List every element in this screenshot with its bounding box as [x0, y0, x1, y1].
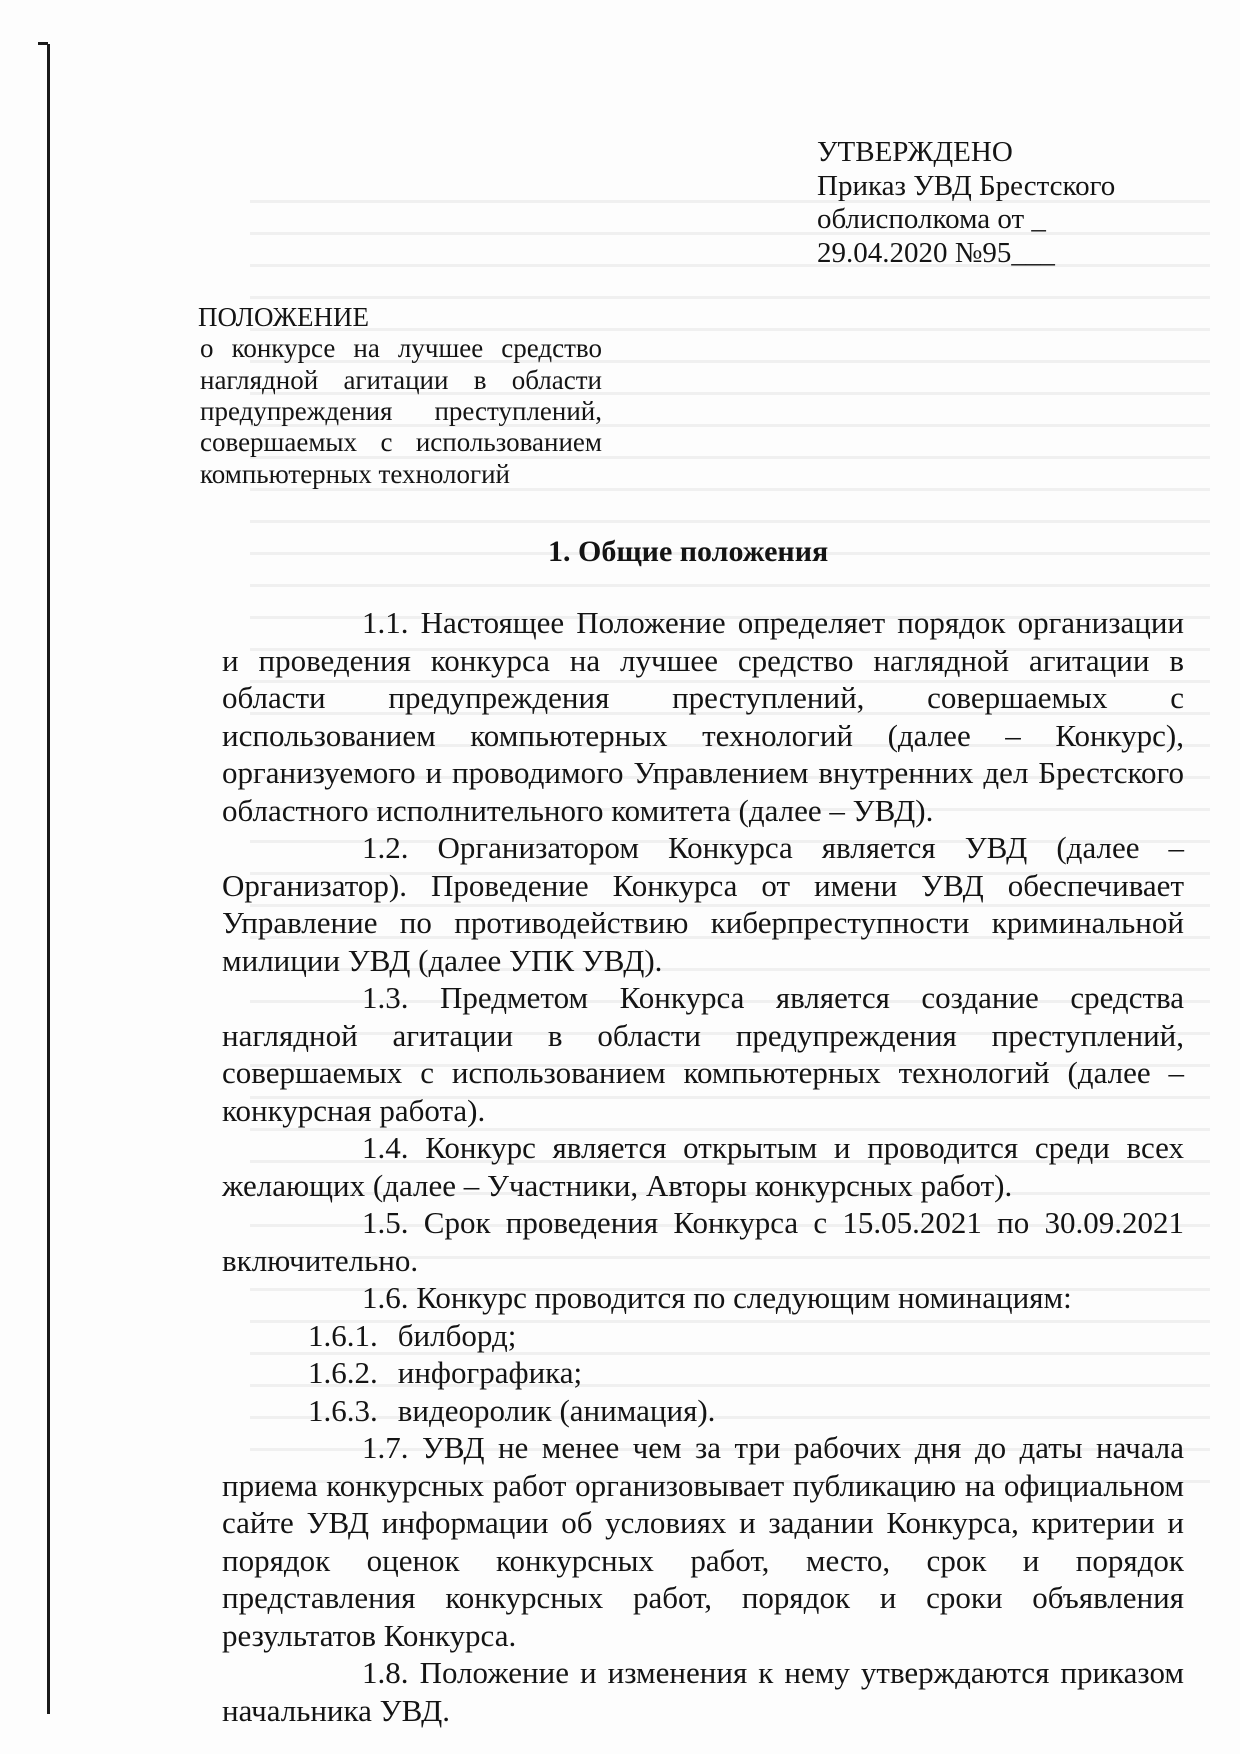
document-title-line: наглядной агитации в области — [200, 364, 602, 395]
nomination-item — [222, 1392, 1184, 1430]
margin-line — [47, 44, 50, 1714]
approval-line: облисполкома от _ — [817, 203, 1046, 236]
document-title-line: предупреждения преступлений, — [200, 395, 602, 426]
margin-tick — [38, 42, 48, 45]
clause-text: Предметом Конкурса является создание средства наглядной агитации в области предупреждения преступлений, совершаемых с использованием компьютерных технологий (далее – конкурсная работа). — [222, 980, 1185, 1128]
nomination-item — [222, 1354, 1184, 1392]
clause-text: Конкурс проводится по следующим номинациям: — [416, 1280, 1072, 1315]
document-title-line: совершаемых с использованием — [200, 427, 602, 458]
clause-paragraph — [222, 1429, 1184, 1654]
document-title-heading: ПОЛОЖЕНИЕ — [198, 302, 369, 332]
clause-number: 1.8. — [362, 1655, 409, 1690]
clause-paragraph — [222, 604, 1184, 829]
clause-text: Срок проведения Конкурса с 15.05.2021 по 30.09.2021 включительно. — [222, 1205, 1185, 1278]
nomination-text: видеоролик (анимация). — [397, 1392, 716, 1428]
nomination-text: билборд; — [397, 1317, 517, 1353]
approval-stamp — [817, 136, 1115, 271]
clause-number: 1.2. — [362, 830, 409, 865]
approval-line: УТВЕРЖДЕНО — [817, 136, 1013, 168]
clause-paragraph — [222, 1204, 1184, 1279]
approval-line: Приказ УВД Брестского — [817, 169, 1116, 202]
clause-number: 1.3. — [362, 980, 409, 1015]
nomination-number: 1.6.3. — [308, 1392, 378, 1428]
clause-paragraph — [222, 1654, 1184, 1729]
approval-line: 29.04.2020 №95___ — [817, 236, 1055, 269]
clause-text: Настоящее Положение определяет порядок организации и проведения конкурса на лучшее средство наглядной агитации в области предупреждения преступлений, совершаемых с использованием компьютерных технологий (далее – Конкурс), организуемого и проводимого Управлением внутренних дел Брестского областного исполнительного комитета (далее – УВД). — [222, 605, 1184, 828]
document-title-line: о конкурсе на лучшее средство — [200, 333, 602, 364]
document-title-line: компьютерных технологий — [200, 458, 510, 489]
clause-paragraph — [222, 829, 1184, 979]
clause-number: 1.4. — [362, 1130, 409, 1165]
nomination-number: 1.6.1. — [308, 1317, 378, 1353]
clause-text: Конкурс является открытым и проводится среди всех желающих (далее – Участники, Авторы конкурсных работ). — [222, 1130, 1184, 1203]
clause-number: 1.6. — [362, 1280, 409, 1315]
nomination-text: инфографика; — [397, 1355, 583, 1390]
clause-number: 1.7. — [362, 1430, 409, 1465]
clause-paragraph — [222, 1129, 1184, 1204]
clause-number: 1.1. — [362, 605, 409, 640]
clause-number: 1.5. — [362, 1205, 409, 1240]
nomination-item — [222, 1317, 1184, 1355]
document-body — [222, 604, 1184, 1729]
clause-paragraph — [222, 979, 1184, 1129]
nomination-number: 1.6.2. — [308, 1355, 378, 1390]
clause-paragraph — [222, 1279, 1184, 1317]
section-heading: 1. Общие положения — [548, 535, 829, 568]
clause-text: Положение и изменения к нему утверждаются приказом начальника УВД. — [222, 1655, 1185, 1728]
clause-text: УВД не менее чем за три рабочих дня до даты начала приема конкурсных работ организовывает публикацию на официальном сайте УВД информации об условиях и задании Конкурса, критерии и порядок оценок конкурсных работ, место, срок и порядок представления конкурсных работ, порядок и сроки объявления результатов Конкурса. — [222, 1430, 1185, 1653]
clause-text: Организатором Конкурса является УВД (далее – Организатор). Проведение Конкурса от имени УВД обеспечивает Управление по противодействию киберпреступности криминальной милиции УВД (далее УПК УВД). — [222, 830, 1185, 978]
document-title — [198, 302, 602, 490]
